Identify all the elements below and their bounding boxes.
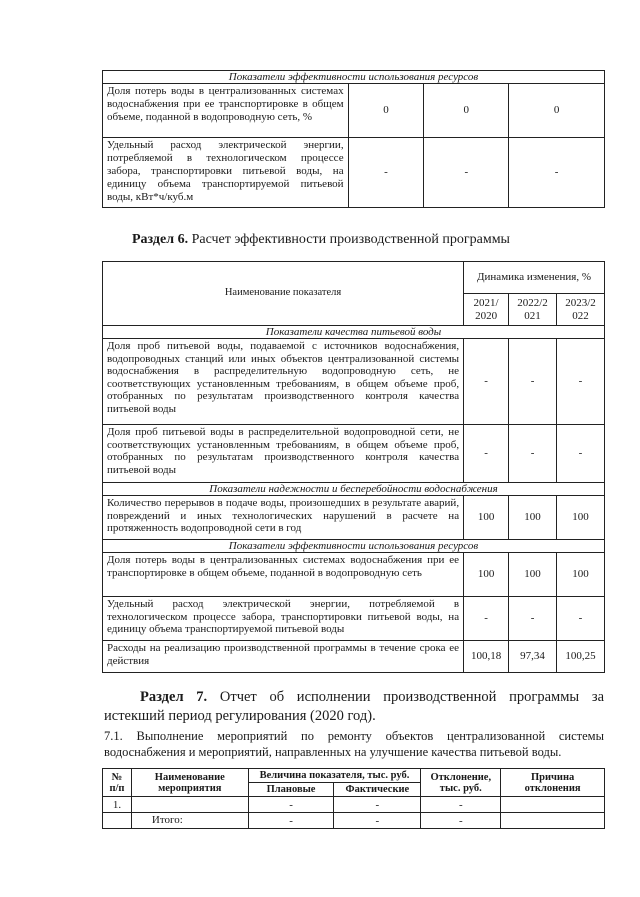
value-cell: - <box>509 425 557 483</box>
value-cell: 100 <box>464 553 509 597</box>
fact-value: - <box>334 797 421 813</box>
total-label: Итого: <box>131 813 248 829</box>
column-header-plan: Плановые <box>248 783 334 797</box>
value-cell: - <box>509 597 557 641</box>
row-number <box>103 813 132 829</box>
value-cell: - <box>557 339 605 425</box>
indicator-name: Удельный расход электрической энергии, потребляемой в технологическом процессе забора, транспортировки питьевой воды, на единицу объема транспортируемой питьевой воды, кВт*ч/куб.м <box>103 138 349 208</box>
column-header-deviation: Отклонение, тыс. руб. <box>421 769 501 797</box>
efficiency-table-continued <box>102 70 605 208</box>
column-header-year: 2022/2 021 <box>509 294 557 326</box>
column-header-number: № п/п <box>103 769 132 797</box>
section-6-heading <box>132 232 510 248</box>
indicator-name: Доля проб питьевой воды в распределительной водопроводной сети, не соответствующих установленным требованиям, в общем объеме проб, отобранных по результатам производственного контроля качества питьевой воды <box>103 425 464 483</box>
activity-name <box>131 797 248 813</box>
row-number: 1. <box>103 797 132 813</box>
column-header-year: 2023/2 022 <box>557 294 605 326</box>
column-header-reason: Причина отклонения <box>501 769 605 797</box>
value-cell: 100 <box>509 496 557 540</box>
category-row: Показатели эффективности использования ресурсов <box>103 71 605 84</box>
value-cell: - <box>424 138 509 208</box>
value-cell: 100 <box>557 496 605 540</box>
plan-value: - <box>248 797 334 813</box>
indicator-name: Расходы на реализацию производственной программы в течение срока ее действия <box>103 641 464 673</box>
value-cell: 100,25 <box>557 641 605 673</box>
column-header-value: Величина показателя, тыс. руб. <box>248 769 421 783</box>
value-cell: - <box>557 597 605 641</box>
indicator-name: Удельный расход электрической энергии, потребляемой в технологическом процессе забора, транспортировки питьевой воды, на единицу объема транспортируемой питьевой воды <box>103 597 464 641</box>
deviation-reason <box>501 797 605 813</box>
value-cell: 0 <box>348 84 424 138</box>
value-cell: 100,18 <box>464 641 509 673</box>
value-cell: - <box>464 425 509 483</box>
column-header-name: Наименование мероприятия <box>131 769 248 797</box>
category-row: Показатели качества питьевой воды <box>103 326 605 339</box>
section-title: Расчет эффективности производственной программы <box>191 232 510 247</box>
value-cell: - <box>464 339 509 425</box>
value-cell: - <box>348 138 424 208</box>
category-row: Показатели эффективности использования ресурсов <box>103 540 605 553</box>
section-label: Раздел 6. <box>132 232 189 247</box>
section-7-heading <box>104 688 604 726</box>
value-cell: 0 <box>509 84 605 138</box>
deviation-reason <box>501 813 605 829</box>
value-cell: - <box>509 138 605 208</box>
indicator-name: Количество перерывов в подаче воды, произошедших в результате аварий, повреждений и иных технологических нарушений в расчете на протяженность водопроводной сети в год <box>103 496 464 540</box>
value-cell: 97,34 <box>509 641 557 673</box>
value-cell: 0 <box>424 84 509 138</box>
value-cell: 100 <box>464 496 509 540</box>
deviation-value: - <box>421 813 501 829</box>
column-header-year: 2021/ 2020 <box>464 294 509 326</box>
indicator-name: Доля потерь воды в централизованных системах водоснабжения при ее транспортировке в общем объеме, поданной в водопроводную сеть, % <box>103 84 349 138</box>
section-title: Отчет об исполнении производственной программы за истекший период регулирования (2020 год). <box>104 689 605 724</box>
section-label: Раздел 7. <box>140 689 208 705</box>
value-cell: - <box>464 597 509 641</box>
paragraph-7-1: 7.1. Выполнение мероприятий по ремонту объектов централизованной системы водоснабжения и мероприятий, направленных на улучшение качества питьевой воды. <box>104 729 604 759</box>
deviation-value: - <box>421 797 501 813</box>
value-cell: 100 <box>509 553 557 597</box>
value-cell: - <box>557 425 605 483</box>
column-header-dynamics: Динамика изменения, % <box>464 262 605 294</box>
fact-value: - <box>334 813 421 829</box>
execution-report-table <box>102 768 605 829</box>
indicator-name: Доля потерь воды в централизованных системах водоснабжения при ее транспортировке в общем объеме, поданной в водопроводную сеть <box>103 553 464 597</box>
value-cell: - <box>509 339 557 425</box>
column-header-fact: Фактические <box>334 783 421 797</box>
plan-value: - <box>248 813 334 829</box>
indicator-name: Доля проб питьевой воды, подаваемой с источников водоснабжения, водопроводных станций или иных объектов централизованной системы водоснабжения в распределительную водопроводную сеть, не соответствующих установленным требованиям, в общем объеме проб, отобранных по результатам производственного контроля качества питьевой воды <box>103 339 464 425</box>
value-cell: 100 <box>557 553 605 597</box>
efficiency-calculation-table <box>102 261 605 673</box>
column-header-name: Наименование показателя <box>103 262 464 326</box>
category-row: Показатели надежности и бесперебойности водоснабжения <box>103 483 605 496</box>
